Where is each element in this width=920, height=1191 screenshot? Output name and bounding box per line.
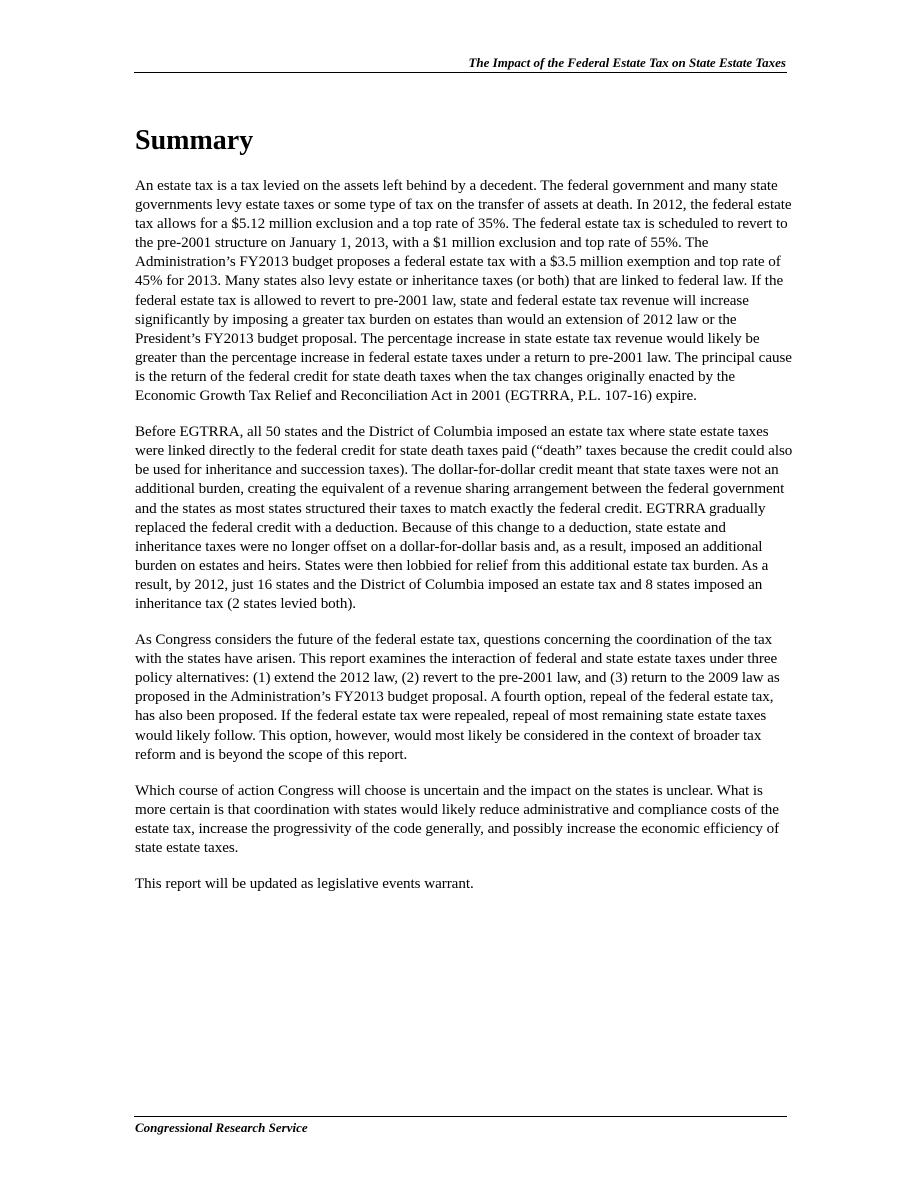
footer-rule bbox=[134, 1116, 787, 1117]
paragraph: Which course of action Congress will choose is uncertain and the impact on the states is unclear. What is more certain is that coordination with states would likely reduce administrative and compliance costs of the estate tax, increase the progressivity of the code generally, and possibly increase the economic efficiency of state estate taxes. bbox=[135, 782, 780, 856]
paragraph: Before EGTRRA, all 50 states and the District of Columbia imposed an estate tax where state estate taxes were linked directly to the federal credit for state death taxes paid (“death” taxes because the credit could also be used for inheritance and succession taxes). The dollar-for-dollar credit meant that state taxes were not an additional burden, creating the equivalent of a revenue sharing arrangement between the federal government and the states as most states structured their taxes to match exactly the federal credit. EGTRRA gradually replaced the federal credit with a deduction. Because of this change to a deduction, state estate and inheritance taxes were no longer offset on a dollar-for-dollar basis and, as a result, imposed an additional burden on estates and heirs. States were then lobbied for relief from this additional estate tax burden. As a result, by 2012, just 16 states and the District of Columbia imposed an estate tax and 8 states imposed an inheritance tax (2 states levied both). bbox=[135, 424, 793, 612]
running-header: The Impact of the Federal Estate Tax on State Estate Taxes bbox=[468, 55, 786, 70]
header-rule bbox=[134, 72, 787, 73]
paragraph: As Congress considers the future of the federal estate tax, questions concerning the coordination of the tax with the states have arisen. This report examines the interaction of federal and state estate taxes under three policy alternatives: (1) extend the 2012 law, (2) revert to the pre-2001 law, and (3) return to the 2009 law as proposed in the Administration’s FY2013 budget proposal. A fourth option, repeal of the federal estate tax, has also been proposed. If the federal estate tax were repealed, repeal of most remaining state estate taxes would likely follow. This option, however, would most likely be considered in the context of broader tax reform and is beyond the scope of this report. bbox=[135, 632, 780, 763]
paragraph: This report will be updated as legislative events warrant. bbox=[135, 876, 474, 893]
paragraph: An estate tax is a tax levied on the assets left behind by a decedent. The federal government and many state governments levy estate taxes or some type of tax on the transfer of assets at death. In 2012, the federal estate tax allows for a $5.12 million exclusion and a top rate of 35%. The federal estate tax is scheduled to revert to the pre-2001 structure on January 1, 2013, with a $1 million exclusion and top rate of 55%. The Administration’s FY2013 budget proposes a federal estate tax with a $3.5 million exemption and top rate of 45% for 2013. Many states also levy estate or inheritance taxes (or both) that are linked to federal law. If the federal estate tax is allowed to revert to pre-2001 law, state and federal estate tax revenue will increase significantly by imposing a greater tax burden on estates than would an extension of 2012 law or the President’s FY2013 budget proposal. The percentage increase in state estate tax revenue would likely be greater than the percentage increase in federal estate taxes under a return to pre-2001 law. The principal cause is the return of the federal credit for state death taxes when the tax changes originally enacted by the Economic Growth Tax Relief and Reconciliation Act in 2001 (EGTRRA, P.L. 107-16) expire. bbox=[135, 178, 792, 405]
section-title: Summary bbox=[135, 125, 254, 156]
summary-body bbox=[135, 177, 795, 911]
footer-publisher: Congressional Research Service bbox=[135, 1120, 308, 1135]
